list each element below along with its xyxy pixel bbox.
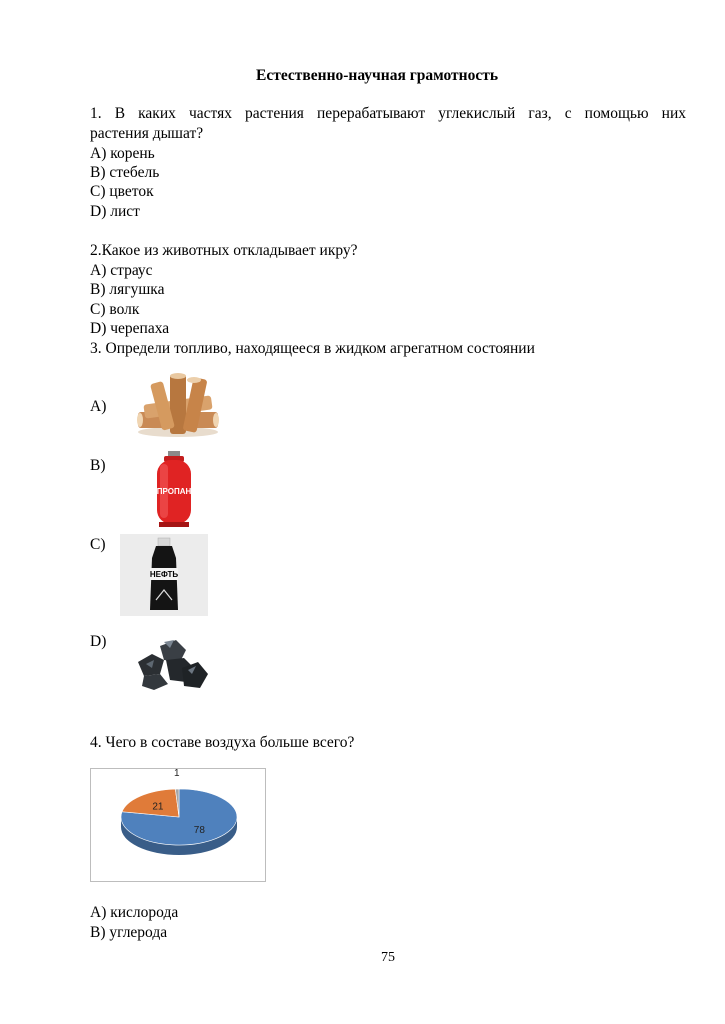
- pie-chart-svg: [91, 769, 265, 881]
- question-2-option-a: А) страус: [90, 262, 153, 279]
- question-3-option-d-letter: D): [90, 633, 107, 650]
- oil-bottle-image: [120, 534, 208, 616]
- question-3-text: 3. Определи топливо, находящееся в жидком агрегатном состоянии: [90, 340, 535, 357]
- question-4-text: 4. Чего в составе воздуха больше всего?: [90, 734, 355, 751]
- question-1-option-b: В) стебель: [90, 164, 160, 181]
- question-3-option-c-letter: С): [90, 536, 106, 553]
- question-4-option-b: В) углерода: [90, 924, 168, 941]
- firewood-image: [130, 370, 225, 440]
- pie-label-2: 1: [173, 769, 180, 780]
- propane-cylinder-image: [150, 450, 198, 528]
- propane-cylinder-text: ПРОПАН: [156, 487, 192, 496]
- page-title: Естественно-научная грамотность: [256, 67, 499, 84]
- question-2-text: 2.Какое из животных откладывает икру?: [90, 242, 358, 259]
- pie-label-1: 21: [152, 801, 164, 813]
- pie-slice-1: [122, 789, 179, 817]
- question-3-option-b-letter: В): [90, 457, 106, 474]
- oil-bottle-text: НЕФТЬ: [149, 570, 179, 579]
- question-4-option-a: А) кислорода: [90, 904, 179, 921]
- coal-image: [130, 632, 210, 692]
- question-2-option-d: D) черепаха: [90, 320, 170, 337]
- air-composition-chart: [90, 768, 266, 882]
- question-1-option-a: А) корень: [90, 145, 155, 162]
- question-3-option-a-letter: А): [90, 398, 107, 415]
- question-2-option-b: В) лягушка: [90, 281, 165, 298]
- question-1-text-cont: растения дышат?: [90, 125, 204, 142]
- question-1-text: 1. В каких частях растения перерабатывают углекислый газ, с помощью них: [90, 105, 686, 122]
- question-1-option-d: D) лист: [90, 203, 140, 220]
- page-number: 75: [381, 950, 395, 965]
- pie-label-0: 78: [193, 824, 205, 836]
- question-1-option-c: С) цветок: [90, 183, 154, 200]
- question-2-option-c: С) волк: [90, 301, 140, 318]
